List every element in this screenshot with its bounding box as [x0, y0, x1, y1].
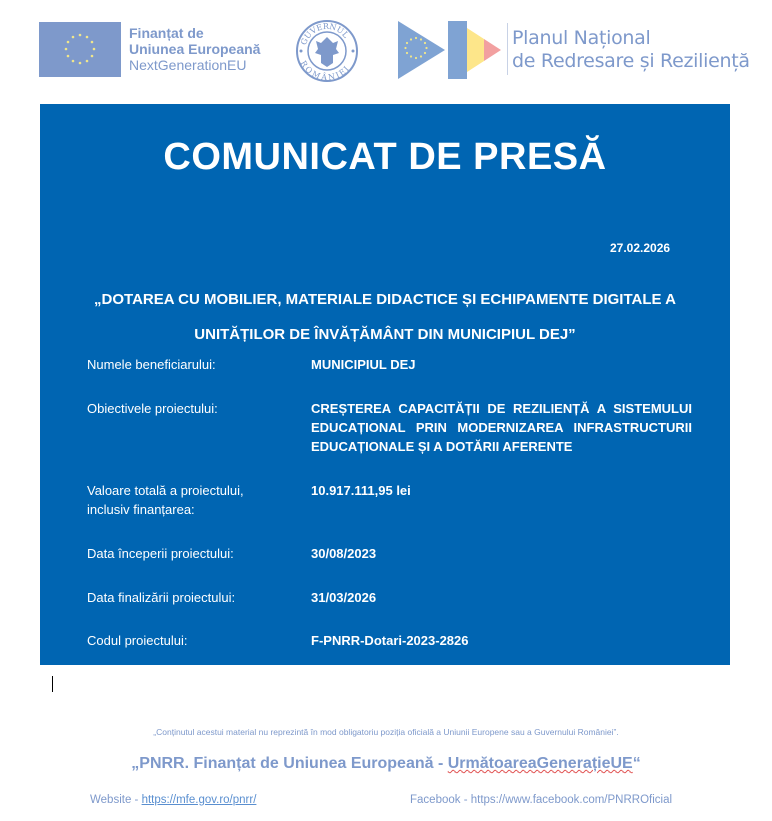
eu-text-line3: NextGenerationEU — [129, 57, 247, 73]
end-date-value: 31/03/2026 — [311, 590, 377, 605]
eu-text-line1: Finanțat de — [129, 25, 204, 41]
project-title-line1: „DOTAREA CU MOBILIER, MATERIALE DIDACTICE ȘI ECHIPAMENTE DIGITALE A — [94, 291, 676, 308]
pnrr-logo — [398, 21, 506, 79]
objectives-value: CREȘTEREA CAPACITĂȚII DE REZILIENȚĂ A SISTEMULUI EDUCAȚIONAL PRIN MODERNIZAREA INFRASTRUCTURII EDUCAȚIONALE ȘI A DOTĂRII AFERENTE — [311, 401, 692, 454]
project-title — [60, 282, 710, 352]
eu-flag-icon — [39, 22, 121, 77]
gov-seal-logo — [295, 19, 359, 83]
guvernul-romaniei-seal-icon — [295, 19, 359, 83]
pnrr-text — [512, 27, 750, 73]
page-title: COMUNICAT DE PRESĂ — [163, 136, 607, 178]
beneficiary-value: MUNICIPIUL DEJ — [311, 357, 416, 372]
website-label: Website - — [90, 794, 142, 806]
total-value-value: 10.917.111,95 lei — [311, 483, 411, 498]
pnrr-text-line1: Planul Național — [512, 27, 651, 49]
start-date-value: 30/08/2023 — [311, 546, 377, 561]
eu-text-line2: Uniunea Europeană — [129, 41, 261, 57]
total-value-label: Valoare totală a proiectului, inclusiv finanțarea: — [87, 483, 244, 517]
disclaimer-text: „Conținutul acestui material nu reprezintă în mod obligatoriu poziția oficială a Uniunii Europene sau a Guvernului României”. — [153, 727, 619, 737]
slogan-part3: “ — [632, 755, 641, 772]
eu-flag-logo — [39, 22, 121, 77]
project-title-line2: UNITĂȚILOR DE ÎNVĂȚĂMÂNT DIN MUNICIPIUL DEJ” — [194, 326, 576, 343]
press-release-panel — [40, 104, 730, 665]
objectives-label: Obiectivele proiectului: — [87, 401, 218, 416]
release-date: 27.02.2026 — [610, 241, 671, 255]
website-link[interactable]: https://mfe.gov.ro/pnrr/ — [141, 794, 257, 806]
pnrr-separator — [507, 23, 508, 75]
pnrr-arrows-icon — [398, 21, 506, 79]
pnrr-text-line2: de Redresare și Reziliență — [512, 50, 750, 72]
text-cursor[interactable] — [52, 676, 53, 692]
end-date-label: Data finalizării proiectului: — [87, 590, 236, 605]
start-date-label: Data începerii proiectului: — [87, 546, 234, 561]
eu-funding-text — [129, 25, 260, 73]
project-code-value: F-PNRR-Dotari-2023-2826 — [311, 633, 469, 648]
svg-text:ROMÂNIEI: ROMÂNIEI — [298, 59, 351, 83]
slogan-part2: UrmătoareaGenerațieUE — [447, 755, 633, 772]
svg-text:GUVERNUL: GUVERNUL — [299, 21, 351, 47]
slogan-part1: „PNRR. Finanțat de Uniunea Europeană - — [131, 755, 448, 772]
website-line — [90, 794, 256, 806]
slogan — [0, 755, 772, 773]
project-code-label: Codul proiectului: — [87, 633, 188, 648]
facebook-line: Facebook - https://www.facebook.com/PNRROficial — [410, 794, 673, 806]
beneficiary-label: Numele beneficiarului: — [87, 357, 216, 372]
